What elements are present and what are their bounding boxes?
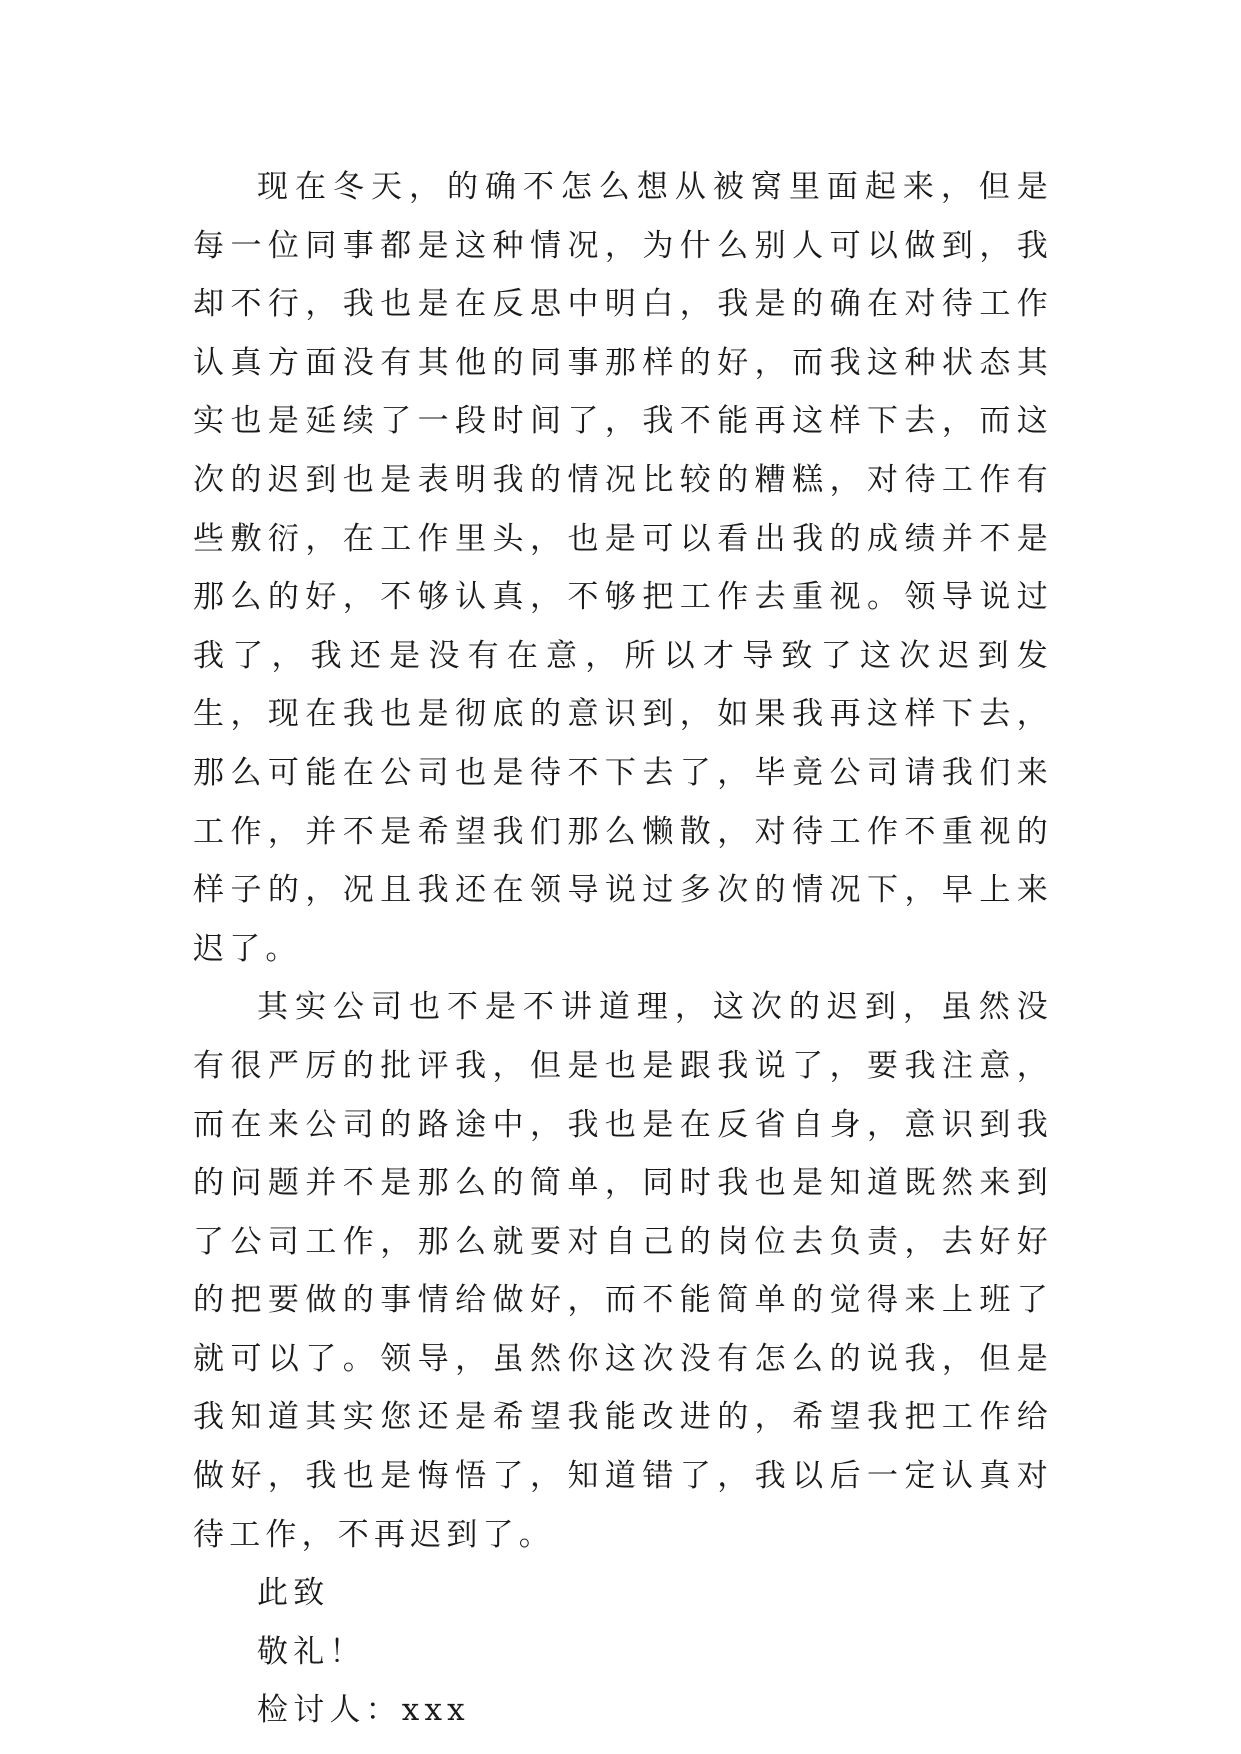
closing-salutation: 此致 [257, 1575, 330, 1612]
signature-line: 检讨人：xxx [257, 1692, 470, 1729]
document-body [193, 158, 1053, 1740]
paragraph-2: 其实公司也不是不讲道理，这次的迟到，虽然没有很严厉的批评我，但是也是跟我说了，要我注意，而在来公司的路途中，我也是在反省自身，意识到我的问题并不是那么的简单，同时我也是知道既然来到了公司工作，那么就要对自己的岗位去负责，去好好的把要做的事情给做好，而不能简单的觉得来上班了就可以了。领导，虽然你这次没有怎么的说我，但是我知道其实您还是希望我能改进的，希望我把工作给做好，我也是悔悟了，知道错了，我以后一定认真对待工作，不再迟到了。 [193, 989, 1053, 1553]
paragraph-1: 现在冬天，的确不怎么想从被窝里面起来，但是每一位同事都是这种情况，为什么别人可以做到，我却不行，我也是在反思中明白，我是的确在对待工作认真方面没有其他的同事那样的好，而我这种状态其实也是延续了一段时间了，我不能再这样下去，而这次的迟到也是表明我的情况比较的糟糕，对待工作有些敷衍，在工作里头，也是可以看出我的成绩并不是那么的好，不够认真，不够把工作去重视。领导说过我了，我还是没有在意，所以才导致了这次迟到发生，现在我也是彻底的意识到，如果我再这样下去，那么可能在公司也是待不下去了，毕竟公司请我们来工作，并不是希望我们那么懒散，对待工作不重视的样子的，况且我还在领导说过多次的情况下，早上来迟了。 [193, 169, 1053, 967]
closing-regards: 敬礼！ [257, 1633, 366, 1670]
